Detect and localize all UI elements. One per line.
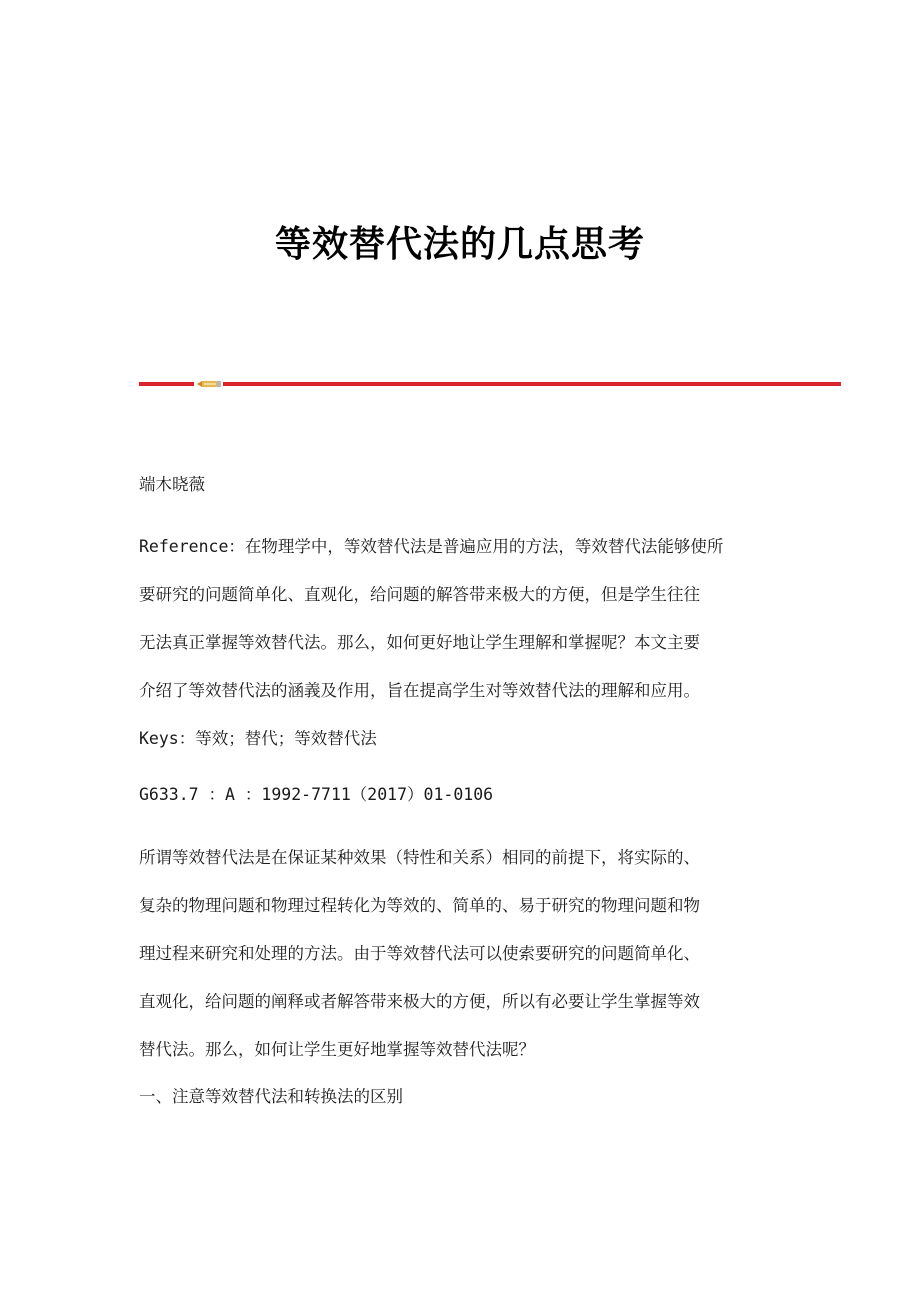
- abstract: [139, 523, 789, 715]
- body-paragraph: [139, 834, 789, 1074]
- abstract-line: 无法真正掌握等效替代法。那么，如何更好地让学生理解和掌握呢？本文主要: [139, 633, 700, 652]
- classification-code: [139, 779, 789, 811]
- abstract-line: Reference：在物理学中，等效替代法是普遍应用的方法，等效替代法能够使所: [139, 537, 724, 556]
- pencil-ornament-icon: [197, 380, 221, 388]
- page-title: 等效替代法的几点思考: [274, 223, 645, 265]
- abstract-line: 介绍了等效替代法的涵義及作用，旨在提高学生对等效替代法的理解和应用。: [139, 681, 700, 700]
- body-line: 复杂的物理问题和物理过程转化为等效的、简单的、易于研究的物理问题和物: [139, 896, 700, 915]
- section-heading-text: 一、注意等效替代法和转换法的区别: [139, 1087, 403, 1106]
- title-divider: [139, 380, 841, 388]
- divider-left-segment: [139, 382, 194, 386]
- body-line: 理过程来研究和处理的方法。由于等效替代法可以使索要研究的问题简单化、: [139, 944, 700, 963]
- body-line: 替代法。那么，如何让学生更好地掌握等效替代法呢？: [139, 1040, 535, 1059]
- section-heading: [139, 1081, 789, 1113]
- abstract-line: 要研究的问题简单化、直观化，给问题的解答带来极大的方便，但是学生往往: [139, 585, 700, 604]
- author-name: 端木晓薇: [139, 475, 205, 494]
- body-line: 直观化，给问题的阐释或者解答带来极大的方便，所以有必要让学生掌握等效: [139, 992, 700, 1011]
- keywords-text: Keys：等效；替代；等效替代法: [139, 729, 377, 748]
- body-line: 所谓等效替代法是在保证某种效果（特性和关系）相同的前提下，将实际的、: [139, 848, 700, 867]
- divider-right-segment: [223, 382, 841, 386]
- author: [139, 469, 789, 501]
- classification-text: G633.7 ：A ：1992-7711（2017）01-0106: [139, 785, 494, 804]
- keywords: [139, 723, 789, 755]
